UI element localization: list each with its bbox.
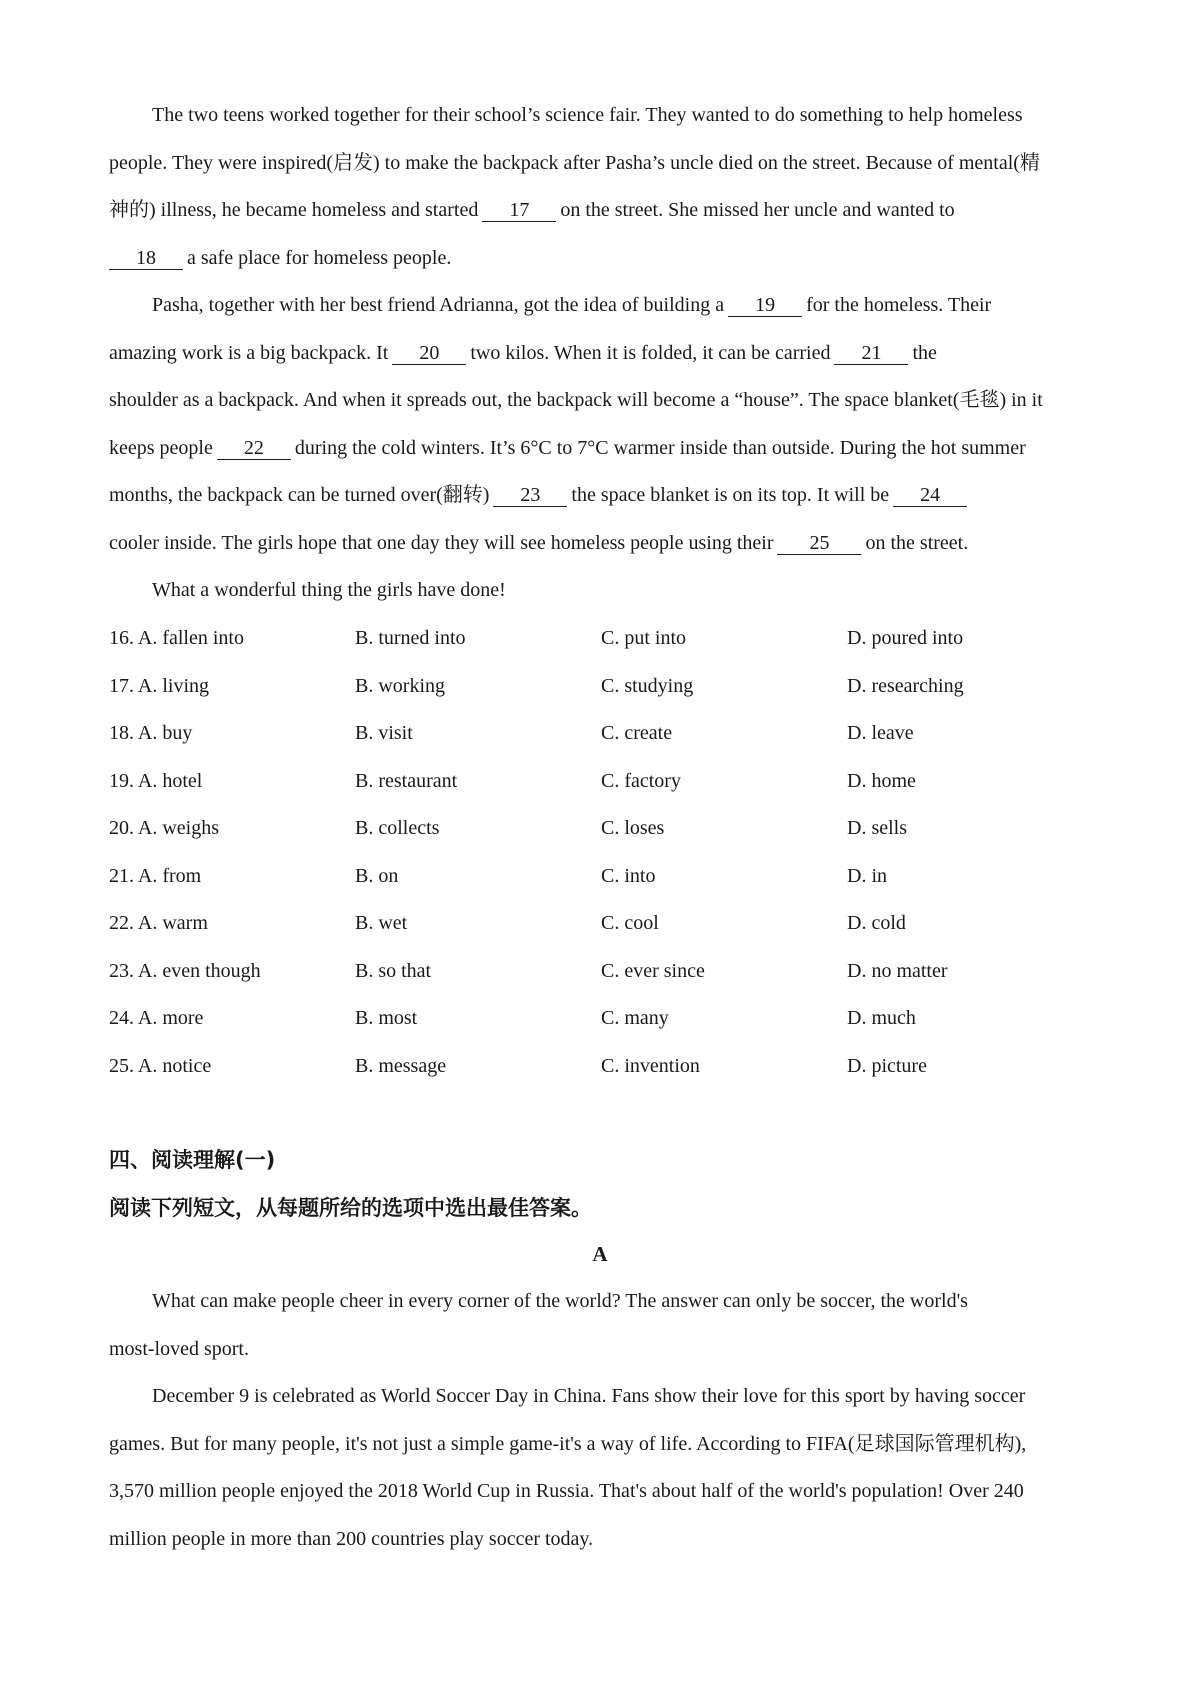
answer-options: [109, 615, 1109, 1090]
option-row-19: [109, 758, 1109, 806]
option-d: D. leave: [847, 722, 914, 745]
option-row-20: [109, 805, 1109, 853]
text-fragment: keeps people: [109, 436, 213, 459]
passage-a-paragraph-2: [109, 1373, 1109, 1563]
text-line: The two teens worked together for their school’s science fair. They wanted to do something to help homeless: [152, 104, 1023, 126]
option-a: 19. A. hotel: [109, 769, 203, 792]
text-line: shoulder as a backpack. And when it spreads out, the backpack will become a “house”. The space blanket(毛毯) in it: [109, 389, 1043, 411]
option-d: D. in: [847, 864, 887, 887]
option-c: C. invention: [601, 1054, 700, 1077]
section-instruction: 阅读下列短文，从每题所给的选项中选出最佳答案。: [109, 1196, 592, 1220]
text-line: [109, 187, 1109, 235]
blank-22: 22: [217, 437, 291, 460]
text-fragment: on the street.: [865, 531, 969, 554]
text-line: [109, 425, 1109, 473]
option-a: 22. A. warm: [109, 912, 208, 935]
option-b: B. message: [355, 1054, 447, 1077]
blank-17: 17: [482, 199, 556, 222]
option-c: C. cool: [601, 912, 659, 935]
passage-title: A: [592, 1242, 608, 1266]
option-c: C. into: [601, 864, 656, 887]
text-fragment: two kilos. When it is folded, it can be carried: [470, 341, 831, 364]
section-heading: 四、阅读理解(一): [109, 1148, 276, 1172]
text-fragment: cooler inside. The girls hope that one day they will see homeless people using their: [109, 531, 774, 554]
option-row-24: [109, 995, 1109, 1043]
text-line: What a wonderful thing the girls have done!: [152, 579, 506, 601]
blank-20: 20: [392, 342, 466, 365]
option-row-21: [109, 853, 1109, 901]
option-d: D. home: [847, 769, 916, 792]
option-row-23: [109, 948, 1109, 996]
option-d: D. poured into: [847, 627, 964, 650]
option-b: B. working: [355, 674, 445, 697]
option-d: D. researching: [847, 674, 964, 697]
option-a: 21. A. from: [109, 864, 202, 887]
blank-25: 25: [777, 532, 861, 555]
text-fragment: a safe place for homeless people.: [187, 246, 452, 269]
option-d: D. no matter: [847, 959, 948, 982]
option-d: D. much: [847, 1007, 916, 1030]
blank-21: 21: [834, 342, 908, 365]
option-row-18: [109, 710, 1109, 758]
option-d: D. cold: [847, 912, 906, 935]
text-line: most-loved sport.: [109, 1337, 249, 1360]
option-b: B. most: [355, 1007, 418, 1030]
text-fragment: the space blanket is on its top. It will be: [571, 484, 890, 506]
text-line: [109, 235, 1109, 283]
option-a: 20. A. weighs: [109, 817, 219, 840]
option-a: 24. A. more: [109, 1007, 204, 1030]
option-d: D. sells: [847, 817, 907, 840]
option-b: B. collects: [355, 817, 440, 840]
option-a: 23. A. even though: [109, 959, 261, 982]
option-d: D. picture: [847, 1054, 927, 1077]
text-line: [109, 472, 1109, 520]
text-fragment: during the cold winters. It’s 6°C to 7°C warmer inside than outside. During the hot summer: [294, 436, 1026, 459]
option-row-17: [109, 663, 1109, 711]
option-row-16: [109, 615, 1109, 663]
option-a: 25. A. notice: [109, 1054, 212, 1077]
blank-18: 18: [109, 247, 183, 270]
option-c: C. create: [601, 722, 673, 745]
option-a: 16. A. fallen into: [109, 627, 244, 650]
text-line: people. They were inspired(启发) to make the backpack after Pasha’s uncle died on the street. Because of mental(精: [109, 151, 1040, 174]
text-line: December 9 is celebrated as World Soccer Day in China. Fans show their love for this sport by having soccer: [152, 1385, 1026, 1407]
option-c: C. put into: [601, 627, 687, 650]
option-b: B. so that: [355, 959, 432, 982]
option-row-25: [109, 1043, 1109, 1091]
option-c: C. loses: [601, 817, 665, 840]
text-fragment: months, the backpack can be turned over(翻转): [109, 484, 490, 506]
blank-24: 24: [893, 484, 967, 507]
passage-a-paragraph-1: [109, 1278, 1109, 1373]
blank-23: 23: [493, 484, 567, 507]
text-line: What can make people cheer in every corner of the world? The answer can only be soccer, the world's: [152, 1290, 968, 1312]
option-c: C. many: [601, 1007, 669, 1030]
text-fragment: 神的) illness, he became homeless and started: [109, 199, 479, 221]
text-line: [109, 282, 1109, 330]
option-b: B. wet: [355, 912, 408, 935]
text-fragment: for the homeless. Their: [806, 294, 992, 316]
text-line: games. But for many people, it's not just a simple game-it's a way of life. According to FIFA(足球国际管理机构),: [109, 1432, 1027, 1455]
text-line: [109, 520, 1109, 568]
passage-paragraph-1: [109, 92, 1109, 282]
text-fragment: Pasha, together with her best friend Adrianna, got the idea of building a: [152, 294, 725, 316]
option-c: C. factory: [601, 769, 681, 792]
text-line: 3,570 million people enjoyed the 2018 World Cup in Russia. That's about half of the world's population! Over 240: [109, 1480, 1024, 1502]
text-fragment: the: [912, 341, 937, 364]
text-line: million people in more than 200 countries play soccer today.: [109, 1527, 594, 1550]
option-row-22: [109, 900, 1109, 948]
text-line: [109, 330, 1109, 378]
blank-19: 19: [728, 294, 802, 317]
option-b: B. visit: [355, 722, 413, 745]
passage-paragraph-3: [109, 567, 1109, 615]
option-c: C. studying: [601, 674, 694, 697]
text-fragment: amazing work is a big backpack. It: [109, 341, 389, 364]
text-fragment: on the street. She missed her uncle and wanted to: [560, 199, 955, 221]
option-a: 18. A. buy: [109, 722, 193, 745]
passage-paragraph-2: [109, 282, 1109, 567]
option-a: 17. A. living: [109, 674, 210, 697]
option-b: B. restaurant: [355, 769, 458, 792]
option-b: B. turned into: [355, 627, 466, 650]
option-c: C. ever since: [601, 959, 705, 982]
option-b: B. on: [355, 864, 399, 887]
